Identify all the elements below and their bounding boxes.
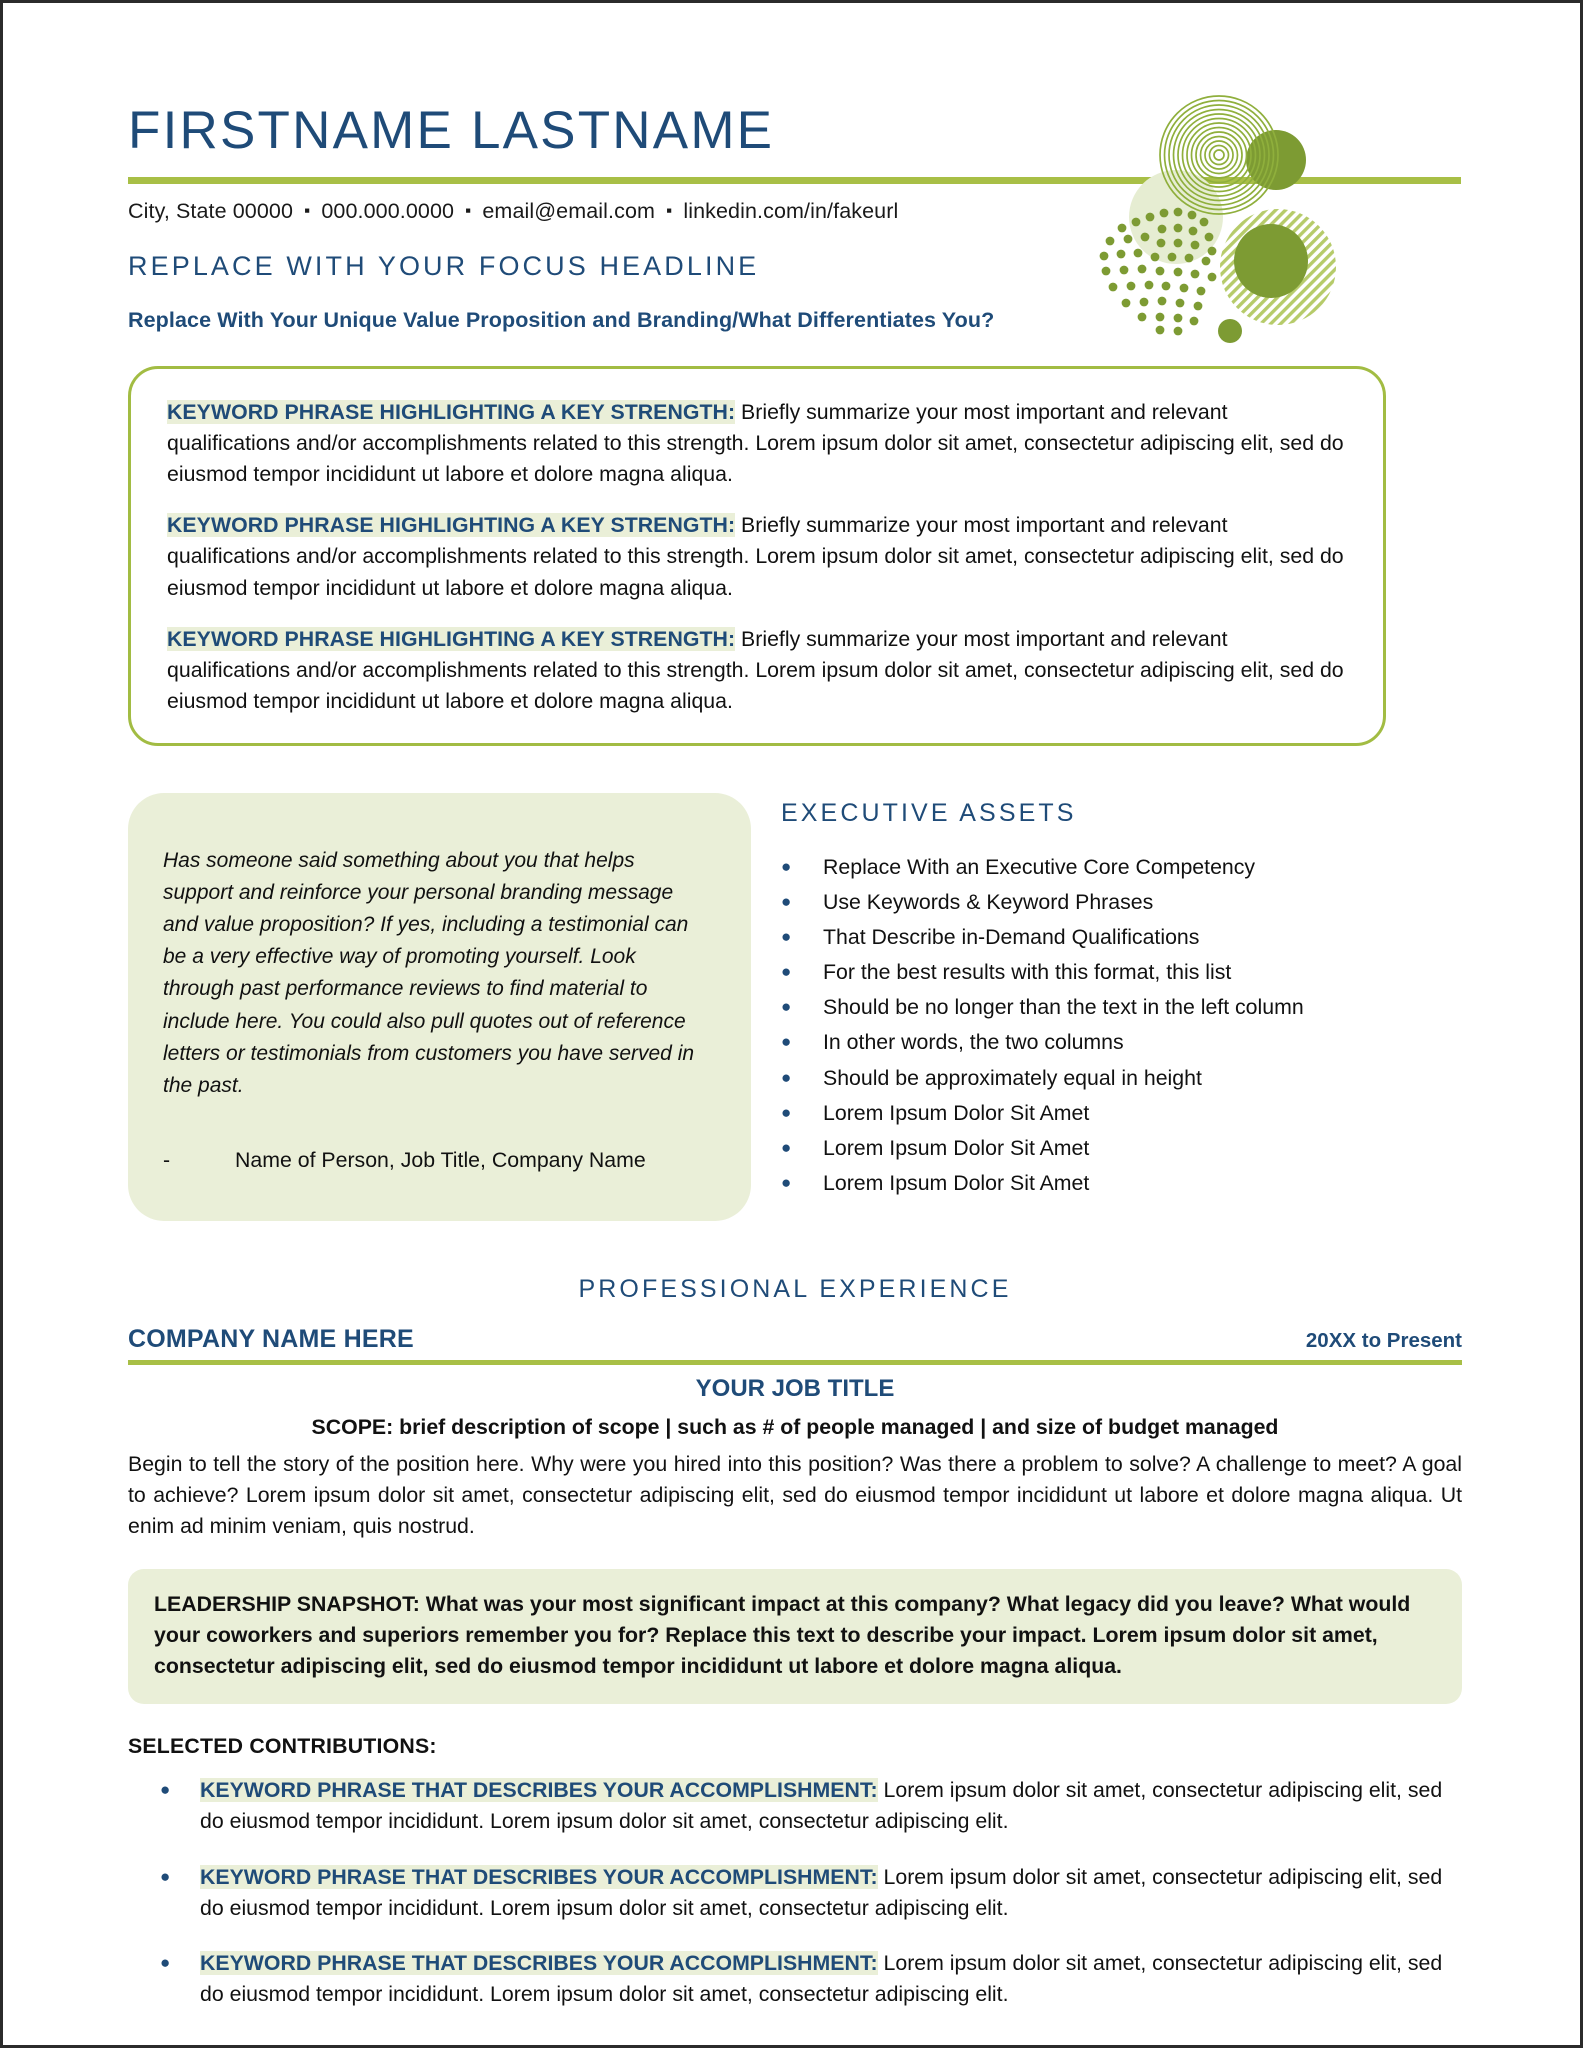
bullet-icon: ● [781,962,792,982]
scope-line: SCOPE: brief description of scope | such as # of people managed | and size of budget managed [311,1414,1279,1439]
list-item-label: Lorem Ipsum Dolor Sit Amet [823,1170,1090,1195]
page-content [3,3,1580,2034]
employment-dates: 20XX to Present [1305,1328,1462,1352]
bullet-icon: ● [781,1102,792,1122]
contact-separator-icon: ▪ [465,201,472,221]
bullet-icon: ● [781,1032,792,1052]
list-item [781,1100,1462,1127]
key-strength-lead: KEYWORD PHRASE HIGHLIGHTING A KEY STRENGTH: [167,513,736,538]
contact-separator-icon: ▪ [304,201,311,221]
contribution-body: Lorem ipsum dolor sit amet, consectetur adipiscing elit, sed do eiusmod tempor incididunt. Lorem ipsum dolor sit amet, consectetur adipiscing elit. [200,1778,1443,1834]
header-divider [128,177,1461,184]
bullet-icon: ● [160,1780,171,1800]
contribution-text [200,1862,1462,1924]
list-item-label: Lorem Ipsum Dolor Sit Amet [823,1135,1090,1160]
contribution-lead: KEYWORD PHRASE THAT DESCRIBES YOUR ACCOMPLISHMENT: [200,1864,878,1889]
list-item-label: In other words, the two columns [823,1030,1124,1055]
list-item-label: Replace With an Executive Core Competency [823,854,1256,879]
bullet-icon: ● [781,997,792,1017]
position-story: Begin to tell the story of the position here. Why were you hired into this position? Was there a problem to solve? A challenge to meet? A goal to achieve? Lorem ipsum dolor sit amet, consectetur adipiscing elit, sed do eiusmod tempor incididunt ut labore et dolore magna aliqua. Ut enim ad minim veniam, quis nostrud. [128,1451,1462,1539]
selected-contributions-label: SELECTED CONTRIBUTIONS: [128,1734,437,1759]
list-item [128,1775,1462,1837]
list-item [128,1948,1462,2010]
executive-assets-column [751,793,1462,1205]
selected-contributions-list [128,1775,1462,2009]
bullet-icon: ● [781,1172,792,1192]
list-item [781,994,1462,1021]
key-strength-body: Briefly summarize your most important and relevant qualifications and/or accomplishments related to this strength. Lorem ipsum dolor sit amet, consectetur adipiscing elit, sed do eiusmod tempor incididunt ut labore et dolore magna aliqua. [167,626,1344,713]
contact-separator-icon: ▪ [666,201,673,221]
list-item-label: Lorem Ipsum Dolor Sit Amet [823,1100,1090,1125]
focus-headline: REPLACE WITH YOUR FOCUS HEADLINE [128,251,760,282]
professional-experience-title: PROFESSIONAL EXPERIENCE [578,1274,1012,1303]
company-name: COMPANY NAME HERE [128,1324,414,1353]
contact-location: City, State 00000 [128,199,294,224]
contact-linkedin[interactable]: linkedin.com/in/fakeurl [683,199,899,224]
bullet-icon: ● [781,1067,792,1087]
attribution-name: Name of Person, Job Title, Company Name [235,1147,646,1172]
leadership-snapshot-box: LEADERSHIP SNAPSHOT: What was your most significant impact at this company? What legacy did you leave? What would your coworkers and superiors remember you for? Replace this text to describe your impact. Lorem ipsum dolor sit amet, consectetur adipiscing elit, sed do eiusmod tempor incididunt ut labore et dolore magna aliqua. [128,1569,1462,1704]
list-item [781,1135,1462,1162]
executive-assets-title: EXECUTIVE ASSETS [781,798,1077,827]
list-item-label: That Describe in-Demand Qualifications [823,925,1200,950]
contribution-body: Lorem ipsum dolor sit amet, consectetur adipiscing elit, sed do eiusmod tempor incididunt. Lorem ipsum dolor sit amet, consectetur adipiscing elit. [200,1950,1443,2006]
executive-assets-list [781,854,1462,1197]
page-title: FIRSTNAME LASTNAME [128,101,775,160]
list-item [781,1029,1462,1056]
list-item [781,1170,1462,1197]
testimonial-quote: Has someone said something about you that helps support and reinforce your personal branding message and value proposition? If yes, including a testimonial can be a very effective way of promoting yourself. Look through past performance reviews to find material to include here. You could also pull quotes out of reference letters or testimonials from customers you have served in the past. [163,848,695,1097]
contribution-text [200,1948,1462,2010]
key-strength-lead: KEYWORD PHRASE HIGHLIGHTING A KEY STRENGTH: [167,400,736,425]
bullet-icon: ● [160,1866,171,1886]
key-strength-item [167,397,1347,490]
value-proposition: Replace With Your Unique Value Proposition and Branding/What Differentiates You? [128,308,995,333]
list-item [781,924,1462,951]
company-row [128,1325,1462,1354]
contribution-lead: KEYWORD PHRASE THAT DESCRIBES YOUR ACCOMPLISHMENT: [200,1950,878,1975]
contact-line [128,199,1462,224]
contribution-text [200,1775,1462,1837]
two-column-section [128,793,1462,1221]
key-strengths-box [128,366,1386,746]
list-item [781,889,1462,916]
list-item [781,854,1462,881]
key-strength-item [167,510,1347,603]
key-strength-item [167,624,1347,717]
contribution-body: Lorem ipsum dolor sit amet, consectetur adipiscing elit, sed do eiusmod tempor incididunt. Lorem ipsum dolor sit amet, consectetur adipiscing elit. [200,1864,1443,1920]
contact-phone[interactable]: 000.000.0000 [321,199,455,224]
testimonial-box [128,793,751,1221]
bullet-icon: ● [781,891,792,911]
list-item-label: Should be approximately equal in height [823,1065,1202,1090]
contribution-lead: KEYWORD PHRASE THAT DESCRIBES YOUR ACCOMPLISHMENT: [200,1778,878,1803]
key-strength-body: Briefly summarize your most important and relevant qualifications and/or accomplishments related to this strength. Lorem ipsum dolor sit amet, consectetur adipiscing elit, sed do eiusmod tempor incididunt ut labore et dolore magna aliqua. [167,513,1344,600]
testimonial-column [128,793,751,1221]
key-strength-lead: KEYWORD PHRASE HIGHLIGHTING A KEY STRENGTH: [167,626,736,651]
testimonial-attribution [163,1148,706,1173]
company-divider [128,1360,1462,1365]
contact-email[interactable]: email@email.com [482,199,656,224]
bullet-icon: ● [781,1137,792,1157]
job-title: YOUR JOB TITLE [695,1374,895,1402]
list-item [781,1065,1462,1092]
resume-header [128,3,1462,333]
bullet-icon: ● [160,1952,171,1972]
list-item-label: For the best results with this format, this list [823,960,1232,985]
key-strength-body: Briefly summarize your most important and relevant qualifications and/or accomplishments related to this strength. Lorem ipsum dolor sit amet, consectetur adipiscing elit, sed do eiusmod tempor incididunt ut labore et dolore magna aliqua. [167,400,1344,487]
bullet-icon: ● [781,856,792,876]
bullet-icon: ● [781,927,792,947]
list-item [128,1862,1462,1924]
list-item [781,959,1462,986]
attribution-dash: - [163,1147,171,1172]
list-item-label: Use Keywords & Keyword Phrases [823,889,1154,914]
list-item-label: Should be no longer than the text in the left column [823,995,1304,1020]
